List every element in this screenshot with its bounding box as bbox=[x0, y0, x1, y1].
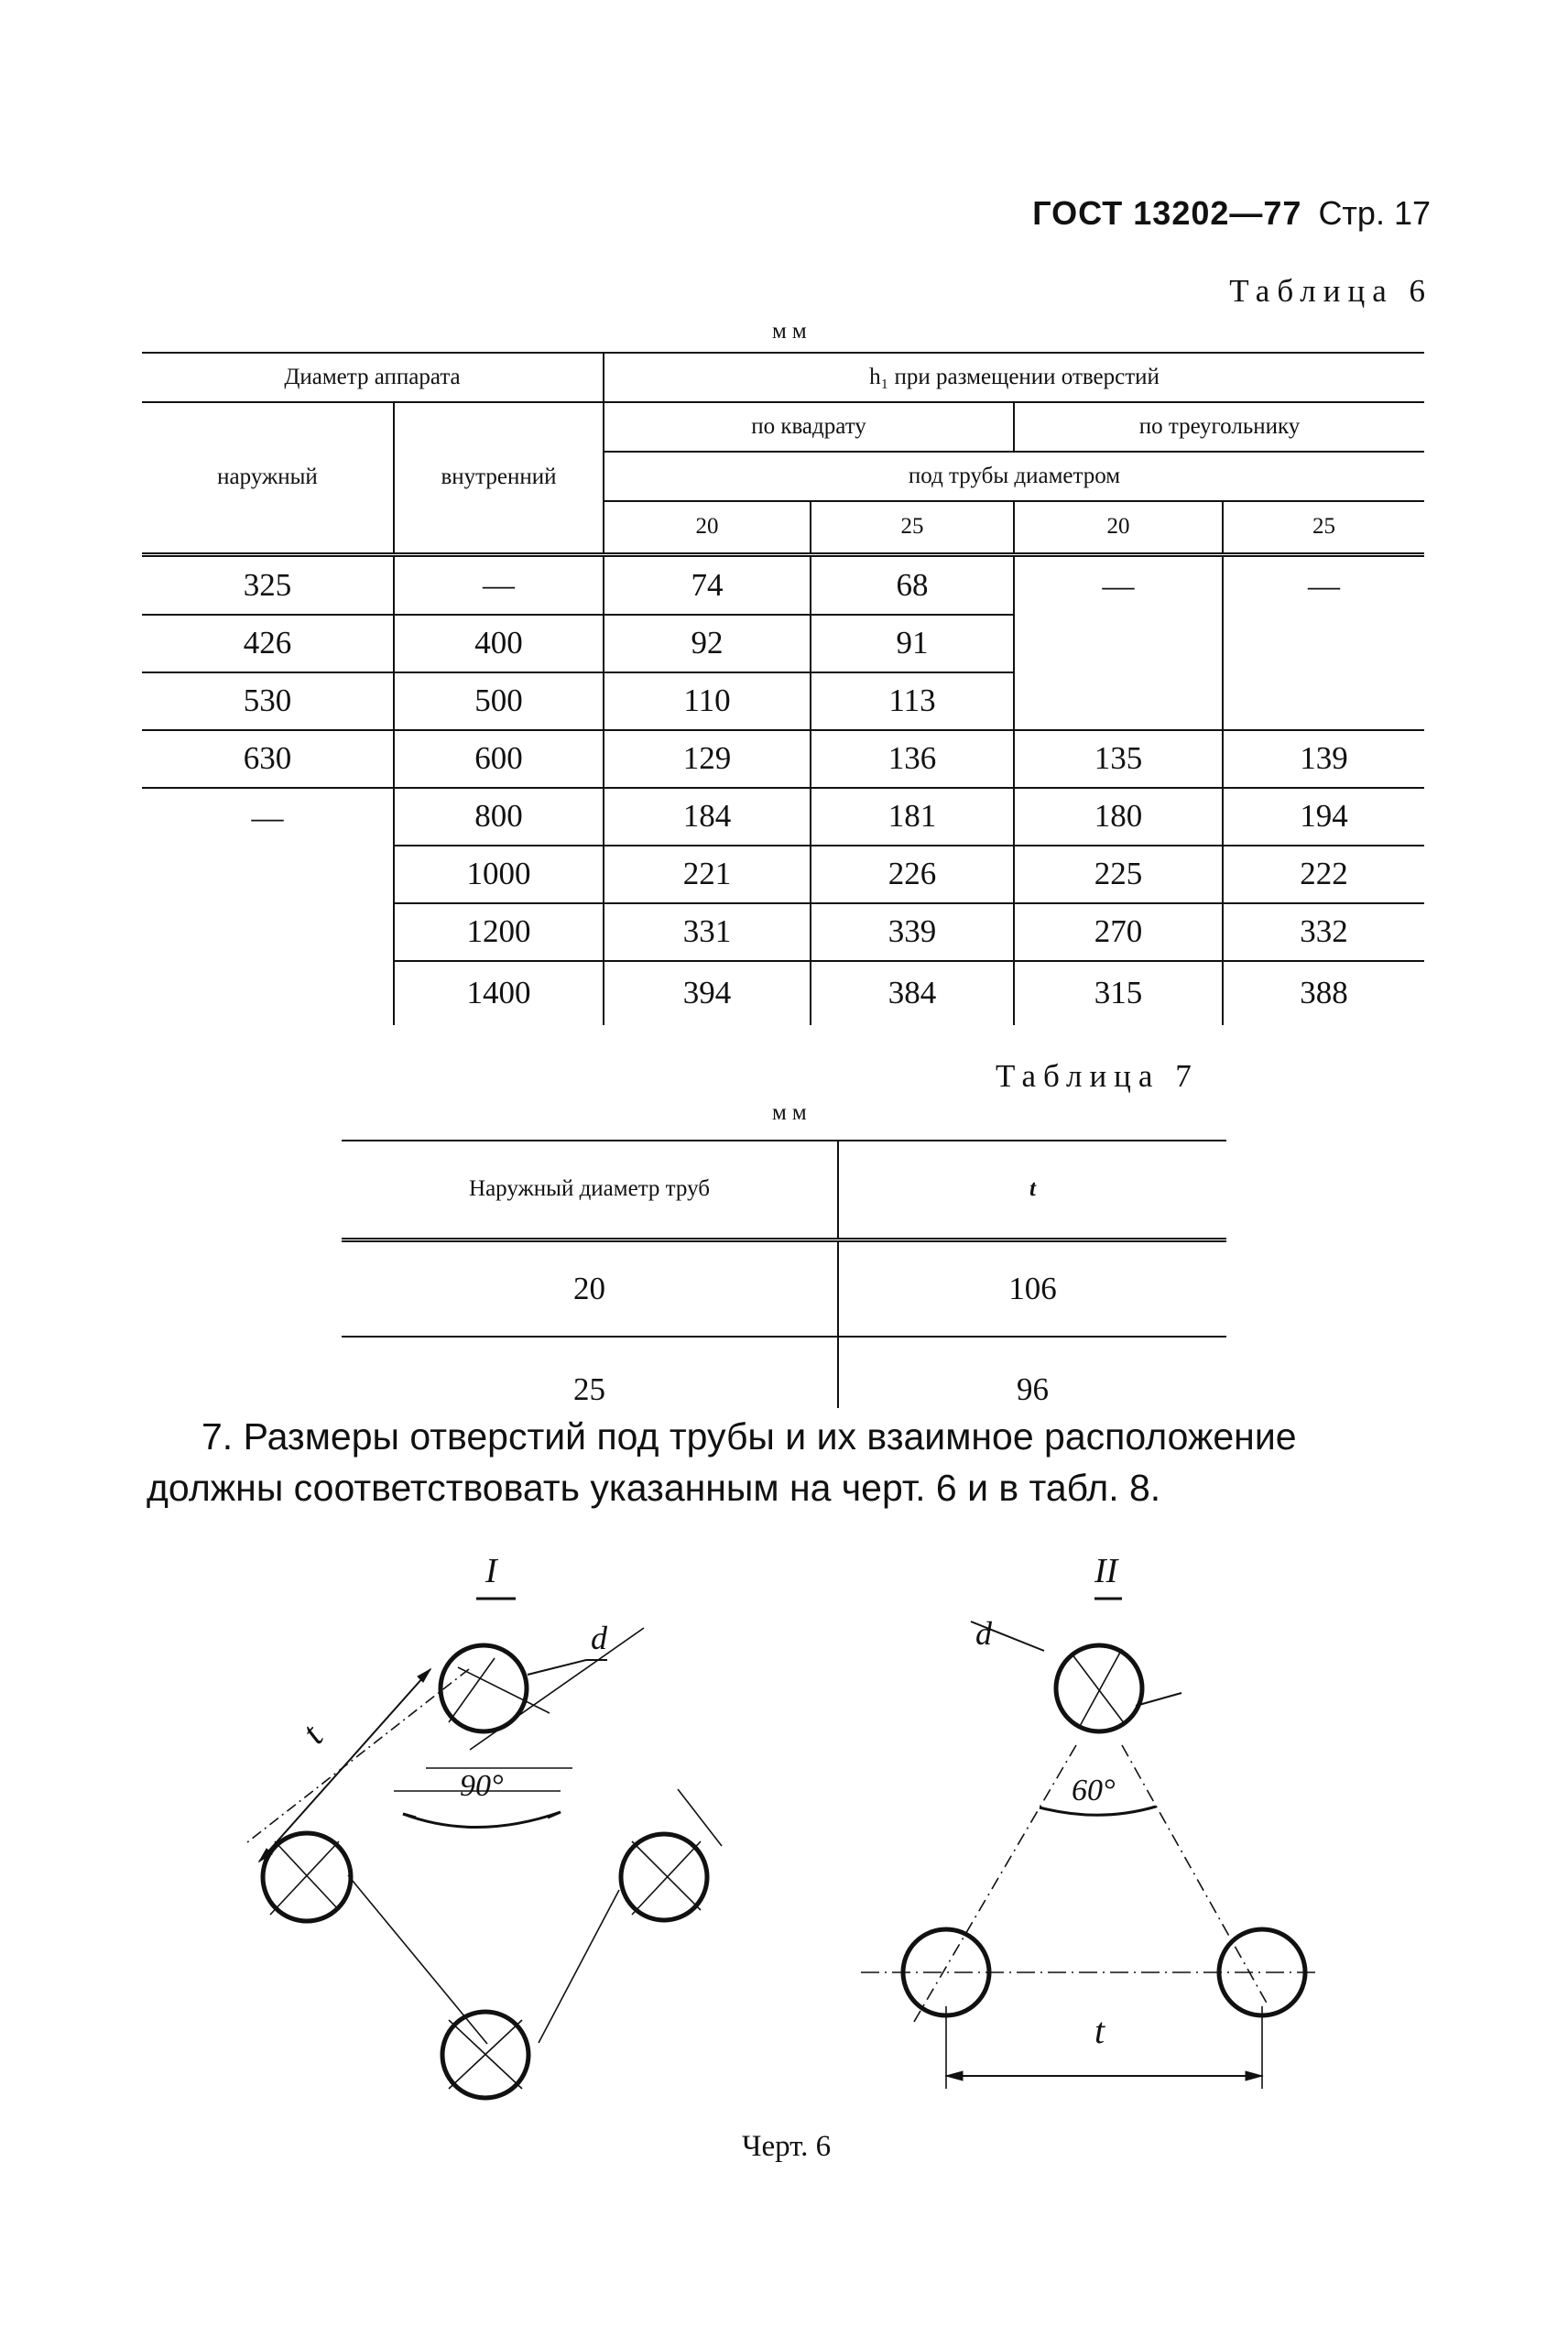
paragraph-7: 7. Размеры отверстий под трубы и их взаимное расположение должны соответствовать указанным на черт. 6 и в табл. 8. bbox=[147, 1415, 1297, 1509]
drawing-6 bbox=[0, 1521, 1568, 2180]
header-diameter: Диаметр аппарата bbox=[142, 353, 604, 402]
header-t: t bbox=[838, 1141, 1226, 1239]
table-row: 1400 394 384 315 388 bbox=[142, 961, 1424, 1025]
table-row: — 800 184 181 180 194 bbox=[142, 788, 1424, 846]
angle-60: 60° bbox=[1072, 1774, 1116, 1807]
header-inner: внутренний bbox=[394, 402, 604, 554]
page-header bbox=[1032, 194, 1431, 233]
angle-90: 90° bbox=[460, 1769, 504, 1803]
table-row: 630 600 129 136 135 139 bbox=[142, 730, 1424, 788]
table7-units: мм bbox=[772, 1100, 812, 1125]
subheader: 25 bbox=[811, 501, 1014, 554]
figure-caption: Черт. 6 bbox=[742, 2130, 832, 2163]
standard-number: ГОСТ 13202—77 bbox=[1032, 194, 1302, 232]
header-under-pipes: под трубы диаметром bbox=[604, 452, 1424, 501]
table-row: 426 400 92 91 bbox=[142, 615, 1424, 672]
page-number: Стр. 17 bbox=[1318, 194, 1431, 232]
table-row: 325 — 74 68 — — bbox=[142, 557, 1424, 615]
header-square: по квадрату bbox=[604, 402, 1014, 452]
table-7 bbox=[342, 1140, 1226, 1408]
t-label-1: t bbox=[293, 1716, 332, 1752]
table6-caption: Таблица 6 bbox=[1229, 273, 1432, 309]
d-label-1: d bbox=[591, 1620, 607, 1656]
header-triangle: по треугольнику bbox=[1014, 402, 1424, 452]
table-row: 1200 331 339 270 332 bbox=[142, 903, 1424, 961]
view-2-label: II bbox=[1094, 1552, 1118, 1590]
d-label-2: d bbox=[975, 1615, 992, 1652]
header-outer: наружный bbox=[142, 402, 394, 554]
subheader: 20 bbox=[604, 501, 811, 554]
subheader: 25 bbox=[1223, 501, 1424, 554]
table-row: 20 106 bbox=[342, 1239, 1226, 1337]
table-row: 1000 221 226 225 222 bbox=[142, 846, 1424, 903]
table-row: 25 96 bbox=[342, 1337, 1226, 1408]
table7-caption: Таблица 7 bbox=[996, 1058, 1199, 1094]
table6-units: мм bbox=[772, 319, 812, 344]
view-1-label: I bbox=[485, 1552, 497, 1590]
triangle-layout-diagram bbox=[861, 1599, 1319, 2089]
t-label-2: t bbox=[1094, 2010, 1105, 2051]
square-layout-diagram bbox=[247, 1599, 722, 2098]
table-row: 530 500 110 113 bbox=[142, 672, 1424, 730]
header-outer-diameter: Наружный диаметр труб bbox=[342, 1141, 838, 1239]
table-6 bbox=[142, 352, 1424, 1025]
header-h1: h₁ при размещении отверстий bbox=[604, 353, 1424, 402]
subheader: 20 bbox=[1014, 501, 1223, 554]
